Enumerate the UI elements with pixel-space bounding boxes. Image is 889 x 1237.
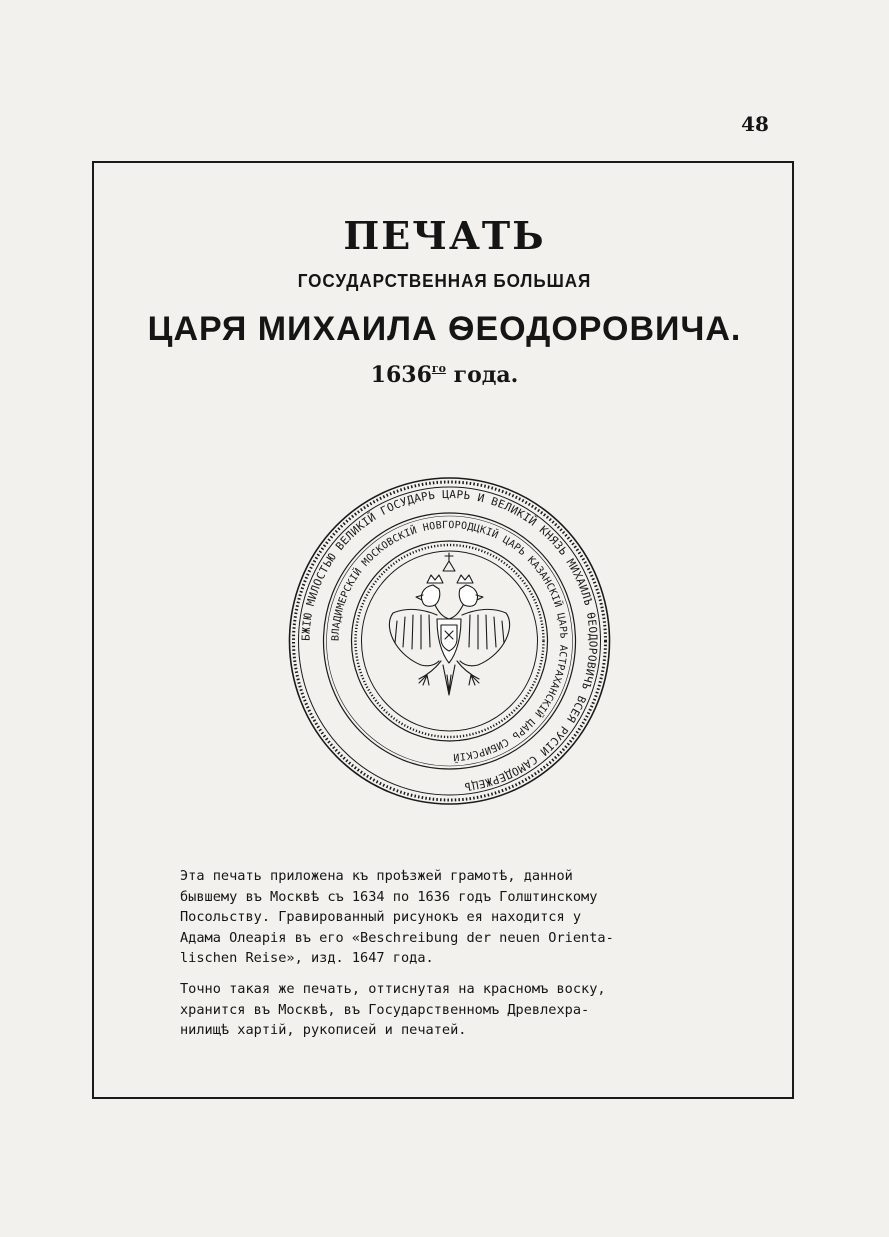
year-word: года. <box>445 362 519 388</box>
tsar-name: ЦАРЯ МИХАИЛА ѲЕОДОРОВИЧА. <box>147 310 742 348</box>
seal-subtitle: ГОСУДАРСТВЕННАЯ БОЛЬШАЯ <box>297 271 592 291</box>
year-suffix: го <box>431 362 446 375</box>
seal-inner-inscription: ВЛАДИМЕРСКІЙ МОСКОВСКІЙ НОВГОРОДЦКІЙ ЦАРЬ КАЗАНСКІЙ ЦАРЬ АСТРАХАНСКІЙ ЦАРЬ СИБИРСКІЙ <box>330 519 569 762</box>
page-number: 48 <box>741 112 769 136</box>
storage-paragraph: Точно такая же печать, оттиснутая на красномъ воску, хранится въ Москвѣ, въ Государственномъ Древлехра- нилищѣ хартій, рукописей и печатей. <box>180 981 606 1039</box>
seal-image <box>287 475 612 807</box>
description-paragraph: Эта печать приложена къ проѣзжей грамотѣ, данной бывшему въ Москвѣ съ 1634 по 1636 годъ Голштинскому Посольству. Гравированный рисунокъ ея находится у Адама Олеарія въ его «Beschreibung der neuen Orienta- lischen Reise», изд. 1647 года. <box>180 868 614 967</box>
seal-outer-inscription: БЖІЮ МИЛОСТЬЮ ВЕЛИКІЙ ГОСУДАРЬ ЦАРЬ И ВЕЛИКІЙ КНЯЗЬ МИХАИЛЪ ѲЕОДОРОВИЧЪ ВСЕЯ РУСІИ САМОДЕРЖЕЦЪ <box>299 487 600 794</box>
year: 1636 <box>370 362 432 388</box>
year-line <box>0 362 889 388</box>
double-headed-eagle-icon <box>389 553 509 695</box>
page-title: ПЕЧАТЬ <box>343 213 546 258</box>
